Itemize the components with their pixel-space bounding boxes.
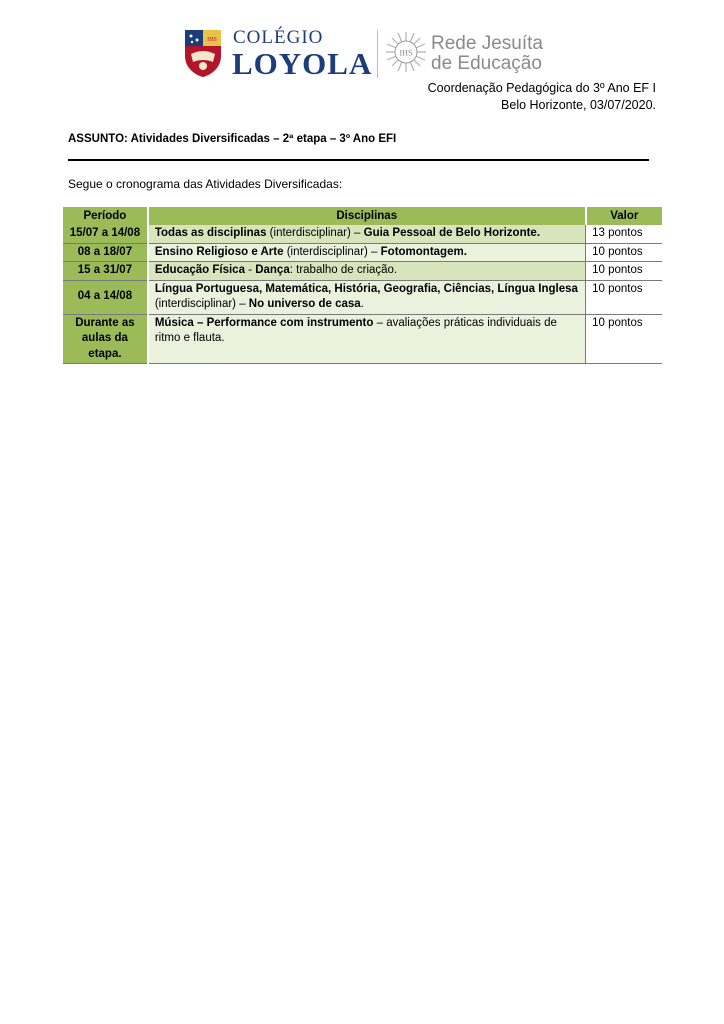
subject-names: Língua Portuguesa, Matemática, História, Geografia, Ciências, Língua Inglesa: [154, 282, 578, 295]
schedule-table: [63, 207, 662, 364]
periodo-cell: 04 a 14/08: [63, 280, 148, 314]
activity-name: Fotomontagem.: [380, 245, 467, 258]
valor-cell: 10 pontos: [586, 314, 662, 364]
intro-text: Segue o cronograma das Atividades Diversificadas:: [68, 177, 343, 191]
table-row: [63, 243, 662, 262]
subject-note: (interdisciplinar) –: [154, 298, 249, 310]
disciplinas-cell: [148, 280, 586, 314]
header-valor: Valor: [586, 207, 662, 225]
letterhead: [0, 0, 724, 90]
subject-names: Música – Performance com instrumento: [154, 316, 374, 329]
header-disciplinas: Disciplinas: [148, 207, 586, 225]
subject-names: Educação Física: [154, 264, 245, 276]
loyola-shield-icon: [183, 28, 223, 78]
table-row: [63, 225, 662, 243]
table-header-row: [63, 207, 662, 225]
place-date: Belo Horizonte, 03/07/2020.: [501, 98, 656, 112]
subject-note: – avaliações práticas individuais de ritmo e flauta.: [154, 316, 557, 344]
network-name-line1: Rede Jesuíta: [431, 33, 543, 54]
disciplinas-cell: [148, 225, 586, 243]
periodo-cell: Durante as aulas da etapa.: [63, 314, 148, 364]
coordination-title: Coordenação Pedagógica do 3º Ano EF I: [427, 81, 656, 95]
disciplinas-cell: [148, 262, 586, 281]
periodo-cell: 15/07 a 14/08: [63, 225, 148, 243]
table-row: [63, 262, 662, 281]
subject-underline: [68, 159, 649, 161]
activity-name: No universo de casa: [248, 298, 361, 310]
disciplinas-cell: [148, 314, 586, 364]
sun-monogram: IHS: [399, 48, 413, 58]
activity-detail: : trabalho de criação.: [289, 264, 398, 276]
brand-name-line1: COLÉGIO: [233, 27, 324, 48]
subject-note: (interdisciplinar) –: [266, 227, 364, 239]
shield-monogram: IHS: [207, 37, 217, 43]
disciplinas-cell: [148, 243, 586, 262]
valor-cell: 13 pontos: [586, 225, 662, 243]
subject-names: Ensino Religioso e Arte: [154, 245, 284, 258]
subject-names: Todas as disciplinas: [154, 227, 267, 239]
activity-name: Guia Pessoal de Belo Horizonte.: [363, 227, 541, 239]
jesuit-sun-emblem-icon: [385, 31, 427, 73]
coordination-block: [428, 80, 656, 114]
valor-cell: 10 pontos: [586, 262, 662, 281]
table-row: [63, 314, 662, 364]
activity-detail: .: [360, 298, 364, 310]
subject-note: (interdisciplinar) –: [283, 245, 381, 258]
valor-cell: 10 pontos: [586, 243, 662, 262]
activity-name: Dança: [255, 264, 290, 276]
valor-cell: 10 pontos: [586, 280, 662, 314]
header-periodo: Período: [63, 207, 148, 225]
periodo-cell: 15 a 31/07: [63, 262, 148, 281]
brand-name-line2: LOYOLA: [232, 46, 373, 81]
periodo-cell: 08 a 18/07: [63, 243, 148, 262]
subject-line: ASSUNTO: Atividades Diversificadas – 2ª etapa – 3º Ano EFI: [68, 133, 397, 145]
header-divider: [377, 30, 378, 78]
table-row: [63, 280, 662, 314]
subject-note: -: [244, 264, 256, 276]
network-name-line2: de Educação: [431, 53, 542, 74]
